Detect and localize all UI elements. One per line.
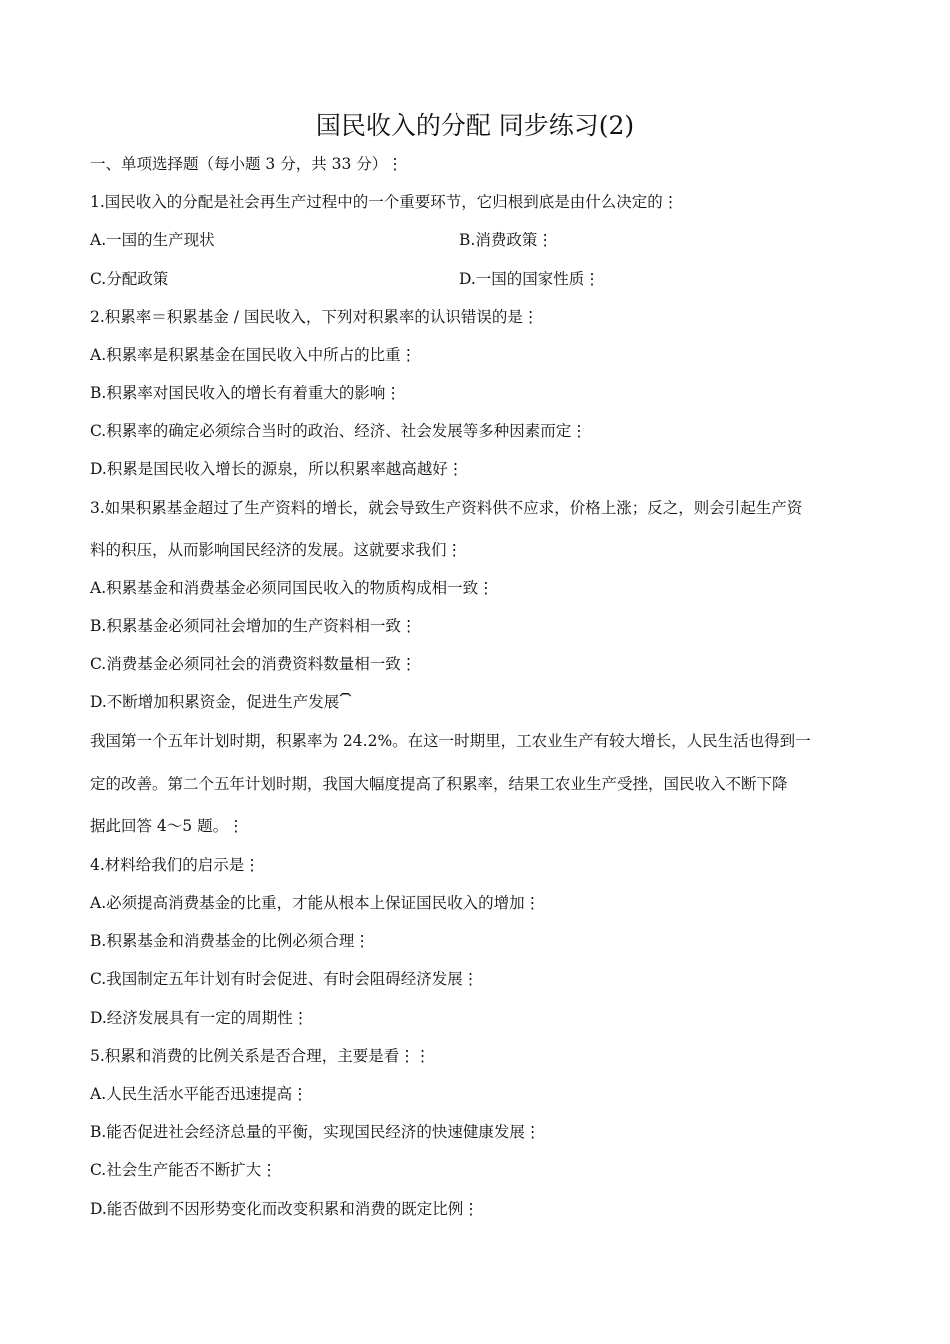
- question-4-stem: 4.材料给我们的启示是⋮: [90, 856, 260, 874]
- question-2-option-b: B.积累率对国民收入的增长有着重大的影响⋮: [90, 384, 401, 402]
- question-5-stem: 5.积累和消费的比例关系是否合理，主要是看⋮⋮: [90, 1047, 431, 1065]
- material-line-1: 我国第一个五年计划时期，积累率为 24.2%。在这一时期里，工农业生产有较大增长，人民生活也得到一: [90, 732, 811, 750]
- question-1-option-c: C.分配政策: [90, 270, 169, 288]
- question-2-option-d: D.积累是国民收入增长的源泉，所以积累率越高越好⋮: [90, 460, 464, 478]
- question-5-option-c: C.社会生产能否不断扩大⋮: [90, 1161, 277, 1179]
- question-1-option-b: B.消费政策⋮: [459, 231, 553, 249]
- question-1-option-d: D.一国的国家性质⋮: [459, 270, 600, 288]
- document-title: 国民收入的分配 同步练习(2): [315, 111, 635, 140]
- question-3-option-a: A.积累基金和消费基金必须同国民收入的物质构成相一致⋮: [90, 579, 494, 597]
- question-3-stem-line-1: 3.如果积累基金超过了生产资料的增长，就会导致生产资料供不应求，价格上涨；反之，则会引起生产资: [90, 499, 803, 517]
- question-4-option-a: A.必须提高消费基金的比重，才能从根本上保证国民收入的增加⋮: [90, 894, 541, 912]
- material-line-3: 据此回答 4～5 题。⋮: [90, 817, 244, 835]
- question-4-option-b: B.积累基金和消费基金的比例必须合理⋮: [90, 932, 370, 950]
- question-2-stem: 2.积累率＝积累基金 / 国民收入，下列对积累率的认识错误的是⋮: [90, 308, 539, 326]
- question-4-option-d: D.经济发展具有一定的周期性⋮: [90, 1009, 309, 1027]
- question-5-option-b: B.能否促进社会经济总量的平衡，实现国民经济的快速健康发展⋮: [90, 1123, 541, 1141]
- question-5-option-d: D.能否做到不因形势变化而改变积累和消费的既定比例⋮: [90, 1200, 479, 1218]
- question-4-option-c: C.我国制定五年计划有时会促进、有时会阻碍经济发展⋮: [90, 970, 479, 988]
- question-3-option-d: D.不断增加积累资金，促进生产发展⏠: [90, 693, 352, 711]
- question-3-option-b: B.积累基金必须同社会增加的生产资料相一致⋮: [90, 617, 417, 635]
- question-2-option-c: C.积累率的确定必须综合当时的政治、经济、社会发展等多种因素而定⋮: [90, 422, 587, 440]
- question-5-option-a: A.人民生活水平能否迅速提高⋮: [90, 1085, 308, 1103]
- material-line-2: 定的改善。第二个五年计划时期，我国大幅度提高了积累率，结果工农业生产受挫，国民收入不断下降: [90, 775, 788, 793]
- question-1-option-a: A.一国的生产现状: [90, 231, 215, 249]
- question-3-option-c: C.消费基金必须同社会的消费资料数量相一致⋮: [90, 655, 417, 673]
- question-3-stem-line-2: 料的积压，从而影响国民经济的发展。这就要求我们⋮: [90, 541, 463, 559]
- question-2-option-a: A.积累率是积累基金在国民收入中所占的比重⋮: [90, 346, 417, 364]
- section-heading: 一、单项选择题（每小题 3 分，共 33 分）⋮: [90, 155, 403, 173]
- question-1-stem: 1.国民收入的分配是社会再生产过程中的一个重要环节，它归根到底是由什么决定的⋮: [90, 193, 679, 211]
